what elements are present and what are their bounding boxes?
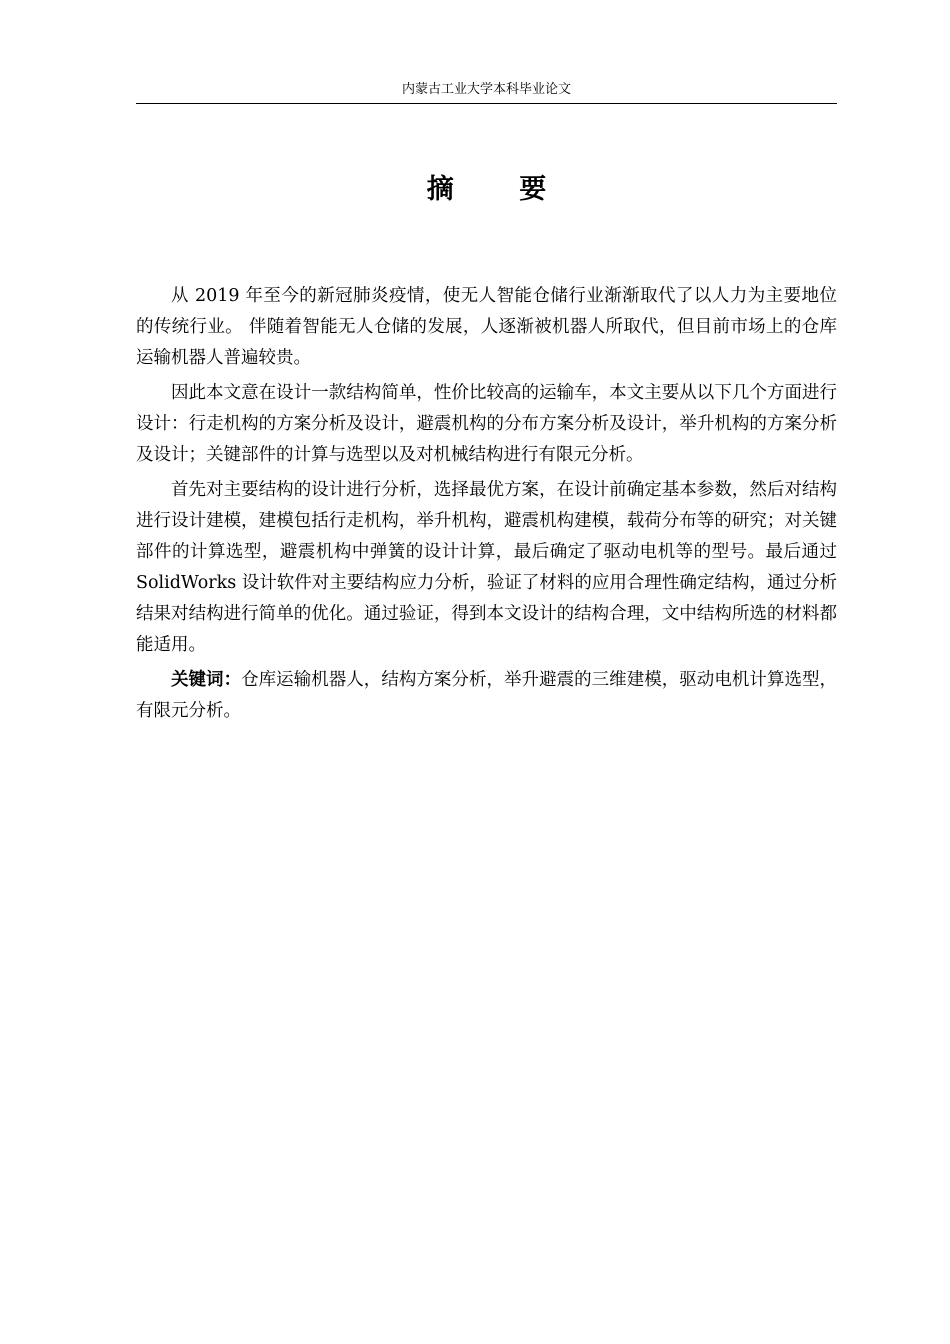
abstract-paragraph-3: 首先对主要结构的设计进行分析，选择最优方案，在设计前确定基本参数，然后对结构进行设计建模，建模包括行走机构，举升机构，避震机构建模，载荷分布等的研究；对关键部件的计算选型，避震机构中弹簧的设计计算，最后确定了驱动电机等的型号。最后通过 SolidWorks 设计软件对主要结构应力分析，验证了材料的应用合理性确定结构，通过分析结果对结构进行简单的优化。通过验证，得到本文设计的结构合理，文中结构所选的材料都能适用。 xyxy=(136,480,837,655)
keywords-label: 关键词： xyxy=(171,670,242,690)
page-header: 内蒙古工业大学本科毕业论文 xyxy=(401,82,571,97)
keywords-text: 仓库运输机器人，结构方案分析，举升避震的三维建模，驱动电机计算选型，有限元分析。 xyxy=(136,670,837,721)
abstract-paragraph-2: 因此本文意在设计一款结构简单，性价比较高的运输车，本文主要从以下几个方面进行设计：行走机构的方案分析及设计，避震机构的分布方案分析及设计，举升机构的方案分析及设计；关键部件的计算与选型以及对机械结构进行有限元分析。 xyxy=(136,383,837,465)
abstract-paragraph-1: 从 2019 年至今的新冠肺炎疫情，使无人智能仓储行业渐渐取代了以人力为主要地位的传统行业。 伴随着智能无人仓储的发展，人逐渐被机器人所取代，但目前市场上的仓库运输机器人普遍较贵。 xyxy=(136,286,837,368)
abstract-title: 摘 要 xyxy=(426,174,575,205)
header-rule xyxy=(136,103,837,104)
keywords-paragraph xyxy=(136,665,837,727)
abstract-body xyxy=(136,281,837,731)
